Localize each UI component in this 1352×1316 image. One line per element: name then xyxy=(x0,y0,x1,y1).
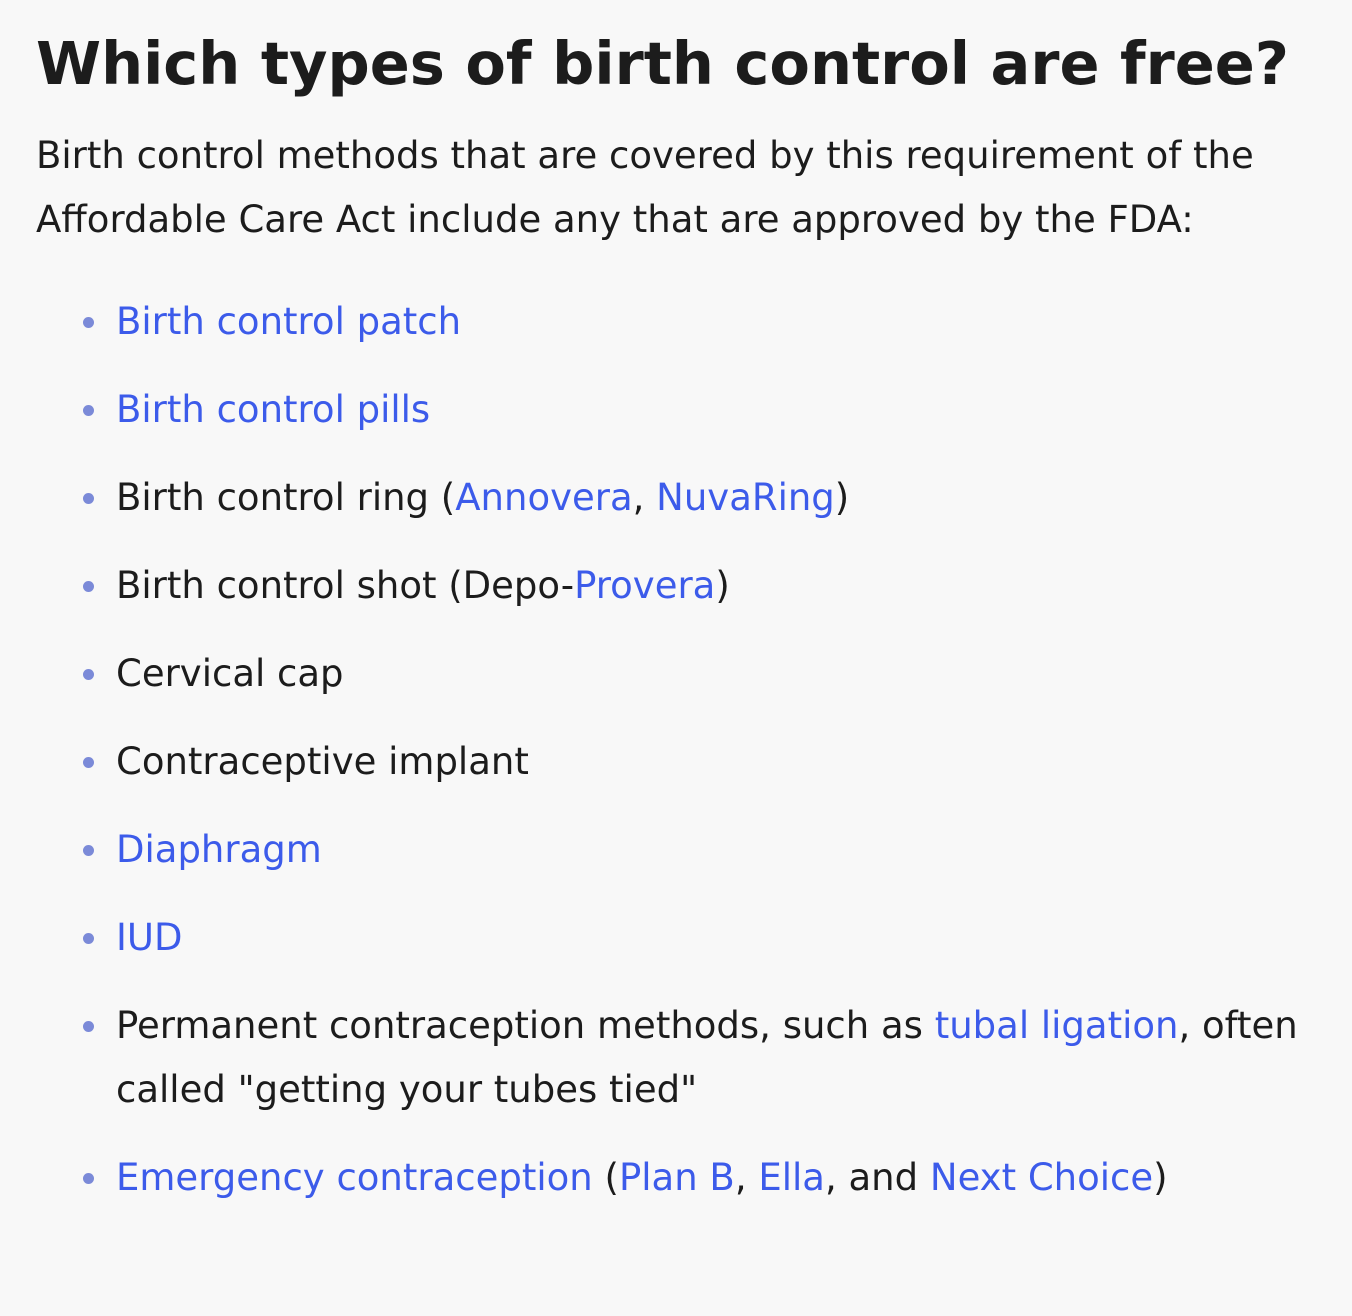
list-item-implant xyxy=(116,730,1316,794)
item-text: Permanent contraception methods, such as xyxy=(116,1004,935,1047)
bullet-icon xyxy=(83,493,94,504)
list-item-iud xyxy=(116,906,1316,970)
list-item-ring xyxy=(116,466,1316,530)
item-text: ( xyxy=(592,1156,619,1199)
bullet-icon xyxy=(83,317,94,328)
bullet-icon xyxy=(83,669,94,680)
list-item-emergency xyxy=(116,1146,1316,1210)
section-heading: Which types of birth control are free? xyxy=(36,29,1290,98)
item-text-end: ) xyxy=(715,564,730,607)
link-provera[interactable]: Provera xyxy=(574,564,716,607)
link-next-choice[interactable]: Next Choice xyxy=(929,1156,1154,1199)
birth-control-methods-list xyxy=(36,290,1316,1210)
link-birth-control-patch[interactable]: Birth control patch xyxy=(116,300,462,343)
link-annovera[interactable]: Annovera xyxy=(455,476,633,519)
item-text-end: ) xyxy=(1153,1156,1168,1199)
bullet-icon xyxy=(83,757,94,768)
item-text: Contraceptive implant xyxy=(116,740,529,783)
link-tubal-ligation[interactable]: tubal ligation xyxy=(934,1004,1179,1047)
link-emergency-contraception[interactable]: Emergency contraception xyxy=(116,1156,593,1199)
bullet-icon xyxy=(83,1021,94,1032)
link-diaphragm[interactable]: Diaphragm xyxy=(116,828,322,871)
list-item-pills xyxy=(116,378,1316,442)
item-text: Cervical cap xyxy=(116,652,344,695)
bullet-icon xyxy=(83,933,94,944)
list-item-shot xyxy=(116,554,1316,618)
bullet-icon xyxy=(83,405,94,416)
item-text-end: , often called "getting your tubes tied" xyxy=(116,1004,1298,1111)
list-item-cervical-cap xyxy=(116,642,1316,706)
link-iud[interactable]: IUD xyxy=(116,916,183,959)
item-separator: , xyxy=(734,1156,759,1199)
item-text: Birth control shot (Depo- xyxy=(116,564,575,607)
bullet-icon xyxy=(83,845,94,856)
list-item-patch xyxy=(116,290,1316,354)
item-text-end: ) xyxy=(834,476,850,519)
item-text: Birth control ring ( xyxy=(116,476,456,519)
link-nuvaring[interactable]: NuvaRing xyxy=(656,476,835,519)
list-item-permanent xyxy=(116,994,1316,1122)
bullet-icon xyxy=(83,581,94,592)
link-ella[interactable]: Ella xyxy=(758,1156,825,1199)
bullet-icon xyxy=(83,1173,94,1184)
link-birth-control-pills[interactable]: Birth control pills xyxy=(116,388,431,431)
item-separator: , and xyxy=(824,1156,930,1199)
link-plan-b[interactable]: Plan B xyxy=(618,1156,735,1199)
list-item-diaphragm xyxy=(116,818,1316,882)
intro-paragraph: Birth control methods that are covered by this requirement of the Affordable Care Act include any that are approved by the FDA: xyxy=(36,134,1254,241)
item-separator: , xyxy=(632,476,657,519)
